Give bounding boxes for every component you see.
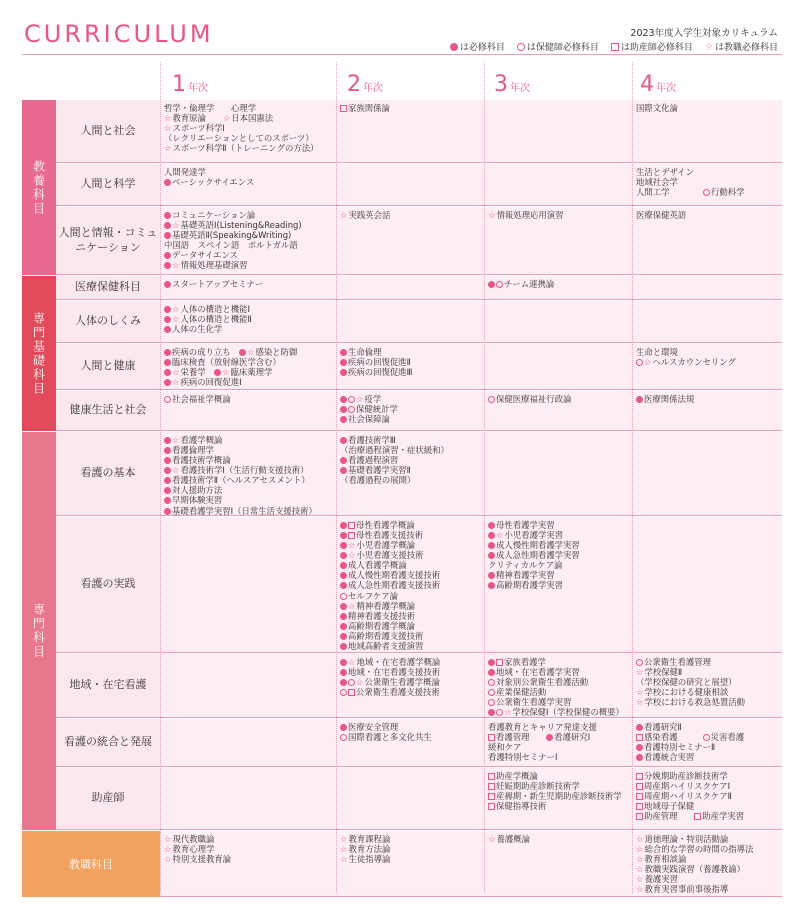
course-cell: ☆現代教職論 ☆教育心理学 ☆特別支援教育論 (160, 831, 336, 897)
course-cell (632, 517, 782, 653)
course-cell (484, 432, 632, 516)
subject-area-label: 助産師 (56, 768, 160, 830)
legend-teaching: ☆ は教職必修科目 (704, 41, 778, 53)
course-cell: 国際文化論 (632, 100, 782, 163)
course-cell: ☆看護学概論 看護倫理学 看護技術学概論 ☆看護技術学Ⅰ（生活行動支援技術） 看護技術学Ⅱ（ヘルスアセスメント） 対人援助方法 早期体験実習 基礎看護学実習Ⅰ（日常生活支援技術） (160, 432, 336, 516)
subject-area-label: 人体のしくみ (56, 301, 160, 343)
filled-circle-icon (450, 43, 458, 51)
page-title: CURRICULUM (24, 20, 214, 48)
legend (450, 40, 778, 53)
category-1: 教養科目 (22, 100, 56, 275)
curriculum-table (22, 100, 782, 893)
course-cell: 公衆衛生看護管理 ☆学校保健Ⅱ （学校保健の研究と展望） ☆学校における健康相談 ☆学校における救急処置活動 (632, 654, 782, 718)
course-cell (484, 164, 632, 206)
legend-required: は必修科目 (450, 40, 505, 53)
subject-area-label: 医療保健科目 (56, 276, 160, 300)
year-4-header: 4 年次 (640, 72, 676, 97)
column-divider (336, 62, 337, 893)
subject-area-label: 健康生活と社会 (56, 391, 160, 431)
column-divider (484, 62, 485, 893)
course-cell: 母性看護学実習 ☆小児看護学実習 成人慢性期看護学実習 成人急性期看護学実習 クリティカルケア論 精神看護学実習 高齢期看護学実習 (484, 517, 632, 653)
course-cell: コミュニケーション論 ☆基礎英語Ⅰ(Listening&Reading) 基礎英語Ⅱ(Speaking&Writing) 中国語 スペイン語 ポルトガル語 データサイエンス ☆情報処理基礎演習 (160, 207, 336, 275)
course-cell: 保健医療福祉行政論 (484, 391, 632, 431)
curriculum-subtitle: 2023年度入学生対象カリキュラム (630, 28, 778, 39)
course-cell (160, 719, 336, 767)
course-cell: 家族関係論 (336, 100, 484, 163)
course-cell: 疾病の成り立ち ☆感染と防御 臨床検査（放射線医学含む） ☆栄養学 ☆臨床薬理学 ☆疾病の回復促進Ⅰ (160, 344, 336, 390)
course-cell: 生命と環境 ☆ヘルスカウンセリング (632, 344, 782, 390)
course-cell: チーム連携論 (484, 276, 632, 300)
subject-area-label: 地域・在宅看護 (56, 654, 160, 718)
course-cell (336, 768, 484, 830)
course-cell: 医療安全管理 国際看護と多文化共生 (336, 719, 484, 767)
course-cell: 医療関係法規 (632, 391, 782, 431)
subject-area-label: 人間と社会 (56, 100, 160, 163)
subject-area-label: 人間と情報・コミュニケーション (56, 207, 160, 275)
course-cell: 分娩期助産診断技術学 周産期ハイリスクケアⅠ 周産期ハイリスクケアⅡ 地域母子保健 助産管理 助産学実習 (632, 768, 782, 830)
subject-area-label: 人間と健康 (56, 344, 160, 390)
course-cell: 看護教育とキャリア発達支援 看護管理 看護研究Ⅰ 緩和ケア 看護特別セミナーⅠ (484, 719, 632, 767)
course-cell: ☆地域・在宅看護学概論 地域・在宅看護支援技術 ☆公衆衛生看護学概論 公衆衛生看護支援技術 (336, 654, 484, 718)
course-cell: ☆道徳理論・特別活動論 ☆総合的な学習の時間の指導法 ☆教育相談論 ☆教職実践演習（養護教諭） ☆養護実習 ☆教育実習事前事後指導 (632, 831, 782, 897)
course-cell (632, 432, 782, 516)
course-cell (484, 301, 632, 343)
column-divider (160, 62, 161, 893)
course-cell: 母性看護学概論 母性看護支援技術 ☆小児看護学概論 ☆小児看護支援技術 成人看護学概論 成人慢性期看護支援技術 成人急性期看護支援技術 セルフケア論 ☆精神看護学概論 精神看護支援技術 高齢期看護学概論 高齢期看護支援技術 地域高齢者支援演習 (336, 517, 484, 653)
category-2: 専門基礎科目 (22, 276, 56, 431)
course-cell (632, 301, 782, 343)
course-cell (484, 100, 632, 163)
course-cell: 生活とデザイン 地域社会学 人間工学 行動科学 (632, 164, 782, 206)
open-circle-icon (517, 43, 525, 51)
course-cell (160, 517, 336, 653)
subject-area-label: 看護の基本 (56, 432, 160, 516)
course-cell (160, 654, 336, 718)
header-divider (22, 54, 782, 55)
course-cell: ☆人体の構造と機能Ⅰ ☆人体の構造と機能Ⅱ 人体の生化学 (160, 301, 336, 343)
course-cell: 家族看護学 地域・在宅看護学実習 対象別公衆衛生看護活動 産業保健活動 公衆衛生看護学実習 ☆学校保健Ⅰ（学校保健の概要） (484, 654, 632, 718)
legend-public-health: は保健師必修科目 (517, 40, 599, 53)
course-cell: ☆養護概論 (484, 831, 632, 897)
course-cell: ☆情報処理応用演習 (484, 207, 632, 275)
course-cell (336, 276, 484, 300)
course-cell: 生命倫理 疾病の回復促進Ⅱ 疾病の回復促進Ⅲ (336, 344, 484, 390)
legend-midwife: は助産師必修科目 (611, 40, 693, 53)
course-cell: 医療保健英語 (632, 207, 782, 275)
subject-area-label: 看護の統合と発展 (56, 719, 160, 767)
column-divider (632, 62, 633, 893)
course-cell: スタートアップセミナー (160, 276, 336, 300)
course-cell: 哲学・倫理学 心理学 ☆教育原論 ☆日本国憲法 ☆スポーツ科学Ⅰ （レクリエーションとしてのスポーツ） ☆スポーツ科学Ⅱ（トレーニングの方法） (160, 100, 336, 163)
course-cell (632, 276, 782, 300)
year-3-header: 3 年次 (494, 72, 530, 97)
year-1-header: 1 年次 (172, 72, 208, 97)
category-3: 専門科目 (22, 432, 56, 830)
course-cell: ☆教育課程論 ☆教育方法論 ☆生徒指導論 (336, 831, 484, 897)
subject-area-label: 人間と科学 (56, 164, 160, 206)
course-cell: 社会福祉学概論 (160, 391, 336, 431)
category-4: 教職科目 (22, 831, 160, 897)
star-icon: ☆ (704, 41, 713, 52)
course-cell: 人間発達学 ベーシックサイエンス (160, 164, 336, 206)
year-2-header: 2 年次 (347, 72, 383, 97)
open-square-icon (611, 43, 619, 51)
course-cell (336, 164, 484, 206)
course-cell (160, 768, 336, 830)
course-cell (484, 344, 632, 390)
course-cell: 助産学概論 妊娠期助産診断技術学 産褥期・新生児期助産診断技術学 保健指導技術 (484, 768, 632, 830)
course-cell: ☆疫学 保健統計学 社会保障論 (336, 391, 484, 431)
course-cell (336, 301, 484, 343)
course-cell: ☆実践英会話 (336, 207, 484, 275)
course-cell: 看護研究Ⅱ 感染看護 災害看護 看護特別セミナーⅡ 看護統合実習 (632, 719, 782, 767)
course-cell: 看護技術学Ⅲ （治療過程演習・症状緩和） 看護過程演習 基礎看護学実習Ⅱ （看護過程の展開） (336, 432, 484, 516)
subject-area-label: 看護の実践 (56, 517, 160, 653)
